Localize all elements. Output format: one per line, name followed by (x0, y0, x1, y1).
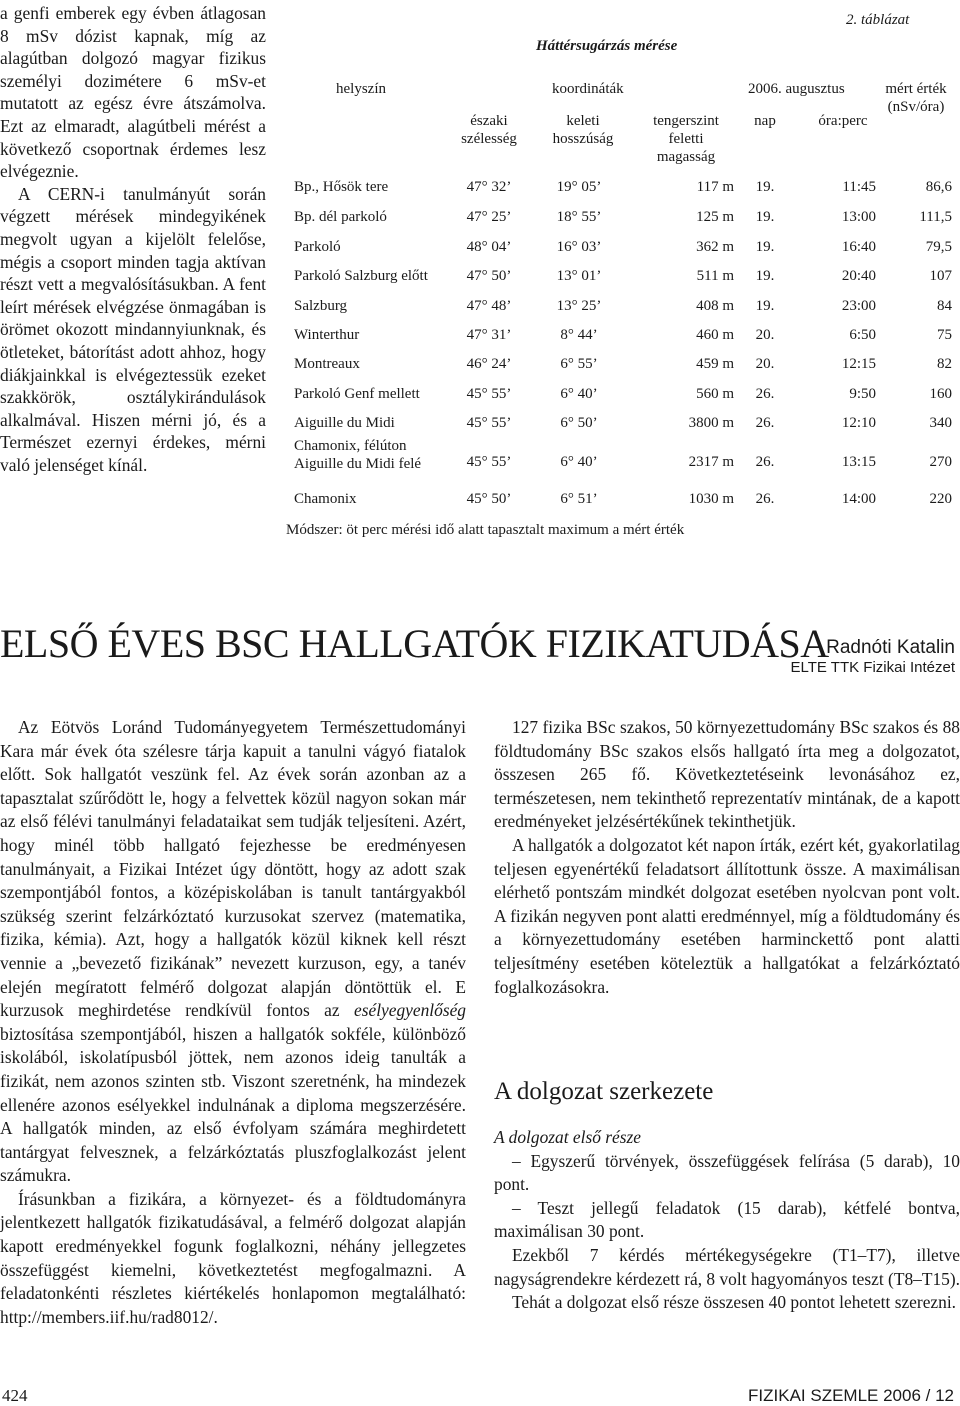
cell-day: 20. (755, 327, 775, 343)
col2-paragraph-2: A hallgatók a dolgozatot két napon írták, ezért két, gyakorlatilag teljesen egyenértékű feladatsort állítottunk össze. A maximálisan elérhető pontszám mindkét dolgozat esetében nyolcvan pont volt. A fizikán negyven pont alatti eredménnyel, míg a földtudomány és a környezettudomány esetében harminckettő pont alatti teljesítmény esetében köteleztük a hallgatókat a felzárkóztató foglalkozásokra. (494, 834, 960, 997)
table-row (286, 326, 960, 348)
cell-value: 86,6 (925, 179, 952, 195)
table-row (286, 438, 960, 472)
author-institution: ELTE TTK Fizikai Intézet (790, 659, 955, 676)
left-column-text (0, 2, 266, 476)
header-day: nap (754, 113, 776, 129)
cell-value: 160 (929, 386, 952, 402)
cell-value: 220 (929, 491, 952, 507)
cell-lat: 45° 50’ (466, 491, 512, 507)
cell-lat: 46° 24’ (466, 356, 512, 372)
header-time: óra:perc (818, 113, 868, 129)
header-lon: keleti hosszúság (552, 113, 614, 147)
table-row (286, 297, 960, 319)
cell-lon: 18° 55’ (556, 209, 602, 225)
left-paragraph-2: A CERN-i tanulmányút során végzett mérések mindegyikének megvolt ugyan a kijelölt felelőse, mégis a csoport minden tagja aktívan részt vett a megvalósításukban. A fent leírt mérések elvégzése önmagában is örömet okozott mindannyiunknak, és ötleteket, bátorítást adott ahhoz, hogy diákjainkkal is elvégeztessük ezeket szakkörök, osztálykirándulások alkalmával. Hiszen mérni jó, és a Természet ezernyi érdekes, mérni való jelenséget kínál. (0, 183, 266, 475)
cell-place: Parkoló (294, 239, 341, 255)
cell-place: Chamonix (294, 491, 357, 507)
cell-lon: 6° 40’ (560, 454, 598, 470)
cell-place: Parkoló Genf mellett (294, 386, 420, 402)
col1-p1-italic: esélyegyenlőség (353, 1000, 466, 1021)
cell-time: 23:00 (841, 298, 876, 314)
cell-value: 270 (929, 454, 952, 470)
list-item-1: – Egyszerű törvények, összefüggések felírása (5 darab), 10 pont. (494, 1150, 960, 1195)
cell-alt: 459 m (696, 356, 734, 372)
table-row (286, 355, 960, 377)
table-row (286, 208, 960, 230)
section-label: A dolgozat első része (494, 1127, 642, 1147)
table-row (286, 178, 960, 200)
cell-day: 19. (755, 209, 775, 225)
author-block (791, 637, 956, 677)
journal-name: FIZIKAI SZEMLE 2006 / 12 (748, 1386, 954, 1405)
cell-place: Chamonix, félúton Aiguille du Midi felé (294, 438, 422, 472)
table-title: Háttérsugárzás mérése (536, 38, 678, 54)
cell-value: 340 (929, 415, 952, 431)
article-column-1 (0, 716, 466, 1329)
header-place: helyszín (336, 81, 386, 97)
cell-place: Bp., Hősök tere (294, 179, 389, 195)
header-measured: mért érték (nSv/óra) (885, 81, 947, 115)
cell-place: Winterthur (294, 327, 360, 343)
col2-paragraph-3: Ezekből 7 kérdés mértékegységekre (T1–T7), illetve nagyságrendekre kérdezett rá, 8 volt hagyományos teszt (T8–T15). (494, 1244, 960, 1289)
header-date: 2006. augusztus (748, 81, 845, 97)
cell-value: 82 (937, 356, 952, 372)
article-column-2 (494, 716, 960, 999)
cell-lat: 47° 31’ (466, 327, 512, 343)
cell-lon: 16° 03’ (556, 239, 602, 255)
method-note: Módszer: öt perc mérési idő alatt tapasztalt maximum a mért érték (286, 522, 685, 538)
cell-lat: 47° 48’ (466, 298, 512, 314)
cell-place: Parkoló Salzburg előtt (294, 268, 428, 284)
cell-lon: 6° 55’ (560, 356, 598, 372)
col1-p1-end: biztosítása szempontjából, hiszen a hallgatók sokféle, különböző iskolából, iskolatípusból jöttek, nem azonos ideig tanulták a fizikát, nem azonos szinten stb. Viszont szeretnénk, ha mindezek ellenére azonos esélyekkel indulnának a diploma megszerzésére. A hallgatók minden, az első évfolyam számára meghirdetett tantárgyat felvesznek, a felzárkóztatás pluszfoglalkozást jelent számukra. (0, 1023, 466, 1186)
cell-lon: 6° 50’ (560, 415, 598, 431)
cell-day: 19. (755, 298, 775, 314)
table-row (286, 267, 960, 289)
cell-value: 79,5 (925, 239, 952, 255)
col1-paragraph-2: Írásunkban a fizikára, a környezet- és a földtudományra jelentkezett hallgatók fizikatudásával, a felmérő dolgozat alapján kapott eredményekkel fogunk foglalkozni, néhány jellegzetes összefüggést kiemelni, következtetést megfogalmazni. A feladatonkénti részletes kiértékelés honlapomon megtalálható: http://members.iif.hu/rad8012/. (0, 1188, 466, 1327)
author-name: Radnóti Katalin (826, 637, 955, 658)
col1-paragraph-1 (0, 716, 466, 1188)
cell-day: 19. (755, 239, 775, 255)
table-row (286, 385, 960, 407)
cell-time: 9:50 (849, 386, 876, 402)
article-title: ELSŐ ÉVES BSC HALLGATÓK FIZIKATUDÁSA (0, 621, 829, 666)
background-radiation-table (286, 0, 960, 545)
table-row (286, 238, 960, 260)
cell-day: 19. (755, 268, 775, 284)
cell-value: 107 (929, 268, 952, 284)
cell-place: Aiguille du Midi (294, 415, 395, 431)
left-paragraph-1: a genfi emberek egy évben átlagosan 8 mSv dózist kapnak, míg az alagútban dolgozó magyar fizikus személyi doziméterе 6 mSv-et mutatott az egész évre átszámolva. Ezt az elmaradt, alagútbeli mérést a következő csoportnak érdemes lesz elvégeznie. (0, 3, 266, 182)
cell-alt: 511 m (696, 268, 734, 284)
cell-place: Bp. dél parkoló (294, 209, 387, 225)
cell-day: 26. (755, 491, 775, 507)
list-item-2: – Teszt jellegű feladatok (15 darab), kétfelé bontva, maximálisan 30 pont. (494, 1197, 960, 1242)
page-number: 424 (2, 1386, 28, 1405)
cell-alt: 3800 m (688, 415, 734, 431)
cell-alt: 560 m (696, 386, 734, 402)
cell-lat: 47° 50’ (466, 268, 512, 284)
cell-lon: 6° 40’ (560, 386, 598, 402)
cell-time: 16:40 (841, 239, 876, 255)
cell-time: 14:00 (841, 491, 876, 507)
cell-lat: 45° 55’ (466, 454, 512, 470)
cell-lat: 45° 55’ (466, 386, 512, 402)
cell-value: 111,5 (919, 209, 952, 225)
cell-day: 26. (755, 415, 775, 431)
cell-alt: 117 m (696, 179, 734, 195)
col2-paragraph-1: 127 fizika BSc szakos, 50 környezettudomány BSc szakos és 88 földtudomány BSc szakos elsős hallgató írta meg a dolgozatot, összesen 265 fő. Következtetéseink levonásához ez, természetesen, nem tekinthető reprezentatív mintának, de a kapott eredményeket jelzésértékűnek tekinthetjük. (494, 717, 960, 832)
table-label: 2. táblázat (846, 12, 910, 28)
header-coords: koordináták (552, 81, 624, 97)
header-lat: északi szélesség (461, 113, 517, 147)
cell-lat: 45° 55’ (466, 415, 512, 431)
cell-value: 75 (937, 327, 952, 343)
cell-lat: 48° 04’ (466, 239, 512, 255)
cell-alt: 125 m (696, 209, 734, 225)
cell-time: 11:45 (842, 179, 876, 195)
cell-lon: 8° 44’ (560, 327, 598, 343)
cell-alt: 408 m (696, 298, 734, 314)
cell-lon: 13° 25’ (556, 298, 602, 314)
cell-alt: 362 m (696, 239, 734, 255)
cell-place: Salzburg (294, 298, 348, 314)
cell-lat: 47° 32’ (466, 179, 512, 195)
cell-time: 6:50 (849, 327, 876, 343)
table-row (286, 490, 960, 512)
section-heading: A dolgozat szerkezete (494, 1078, 714, 1105)
col1-p1-start: Az Eötvös Loránd Tudományegyetem Természettudományi Kara már évek óta szélesre tárja kapuit a tanulni vágyó fiatalok előtt. Sok hallgatót veszünk fel. Az évek során azonban az a tapasztalat szűrődött le, hogy a felvettek közül nagyon sokan már az első félévi tanulmányi feladataikat sem tudják teljesíteni. Azért, hogy minél több hallgató fejezhesse be eredményesen tanulmányait, a Fizikai Intézet úgy döntött, hogy az adott szak szempontjából fontos, a középiskolában is tanult tantárgyakból szükség szerint felzárkóztató kurzusokat szervez (matematika, fizika, kémia). Azt, hogy a hallgatók közül kiknek kell részt vennie a „bevezető fizikának” nevezett kurzuson, egy, a tanév elején megíratott felmérő dolgozat alapján döntöttük el. E kurzusok meghirdetése rendkívül fontos az (0, 717, 466, 1021)
cell-time: 13:00 (841, 209, 876, 225)
cell-day: 26. (755, 454, 775, 470)
cell-day: 26. (755, 386, 775, 402)
table-row (286, 414, 960, 436)
article-column-2-lower (494, 1126, 960, 1315)
cell-lon: 6° 51’ (560, 491, 598, 507)
cell-day: 20. (755, 356, 775, 372)
cell-time: 12:15 (841, 356, 876, 372)
cell-alt: 460 m (696, 327, 734, 343)
cell-alt: 2317 m (688, 454, 734, 470)
cell-lon: 13° 01’ (556, 268, 602, 284)
cell-place: Montreaux (294, 356, 360, 372)
header-alt: tengerszint feletti magasság (653, 113, 719, 165)
cell-time: 12:10 (841, 415, 876, 431)
cell-lon: 19° 05’ (556, 179, 602, 195)
cell-lat: 47° 25’ (466, 209, 512, 225)
cell-day: 19. (755, 179, 775, 195)
cell-alt: 1030 m (688, 491, 734, 507)
cell-value: 84 (937, 298, 952, 314)
cell-time: 13:15 (841, 454, 876, 470)
col2-paragraph-4: Tehát a dolgozat első része összesen 40 pontot lehetett szerezni. (512, 1292, 957, 1313)
cell-time: 20:40 (841, 268, 876, 284)
